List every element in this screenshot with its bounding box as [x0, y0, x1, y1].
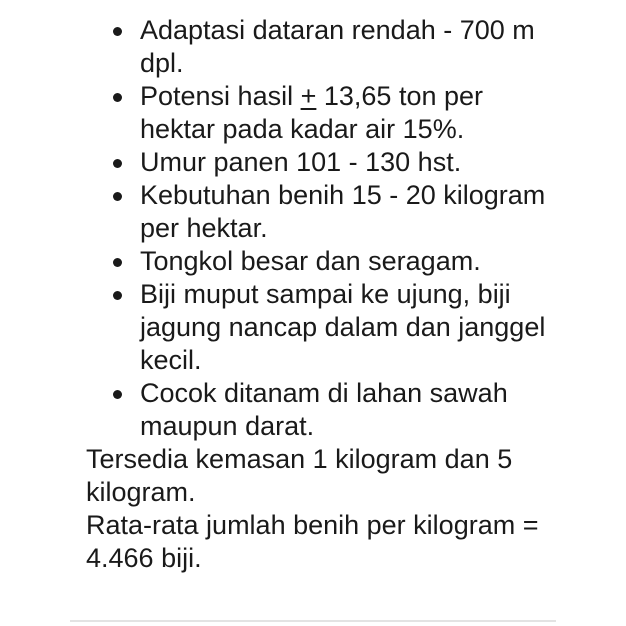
list-item [86, 278, 546, 377]
document-content [86, 14, 546, 575]
list-item-text-after: 13,65 ton per hektar pada kadar air 15%. [140, 81, 484, 144]
list-item-text: Adaptasi dataran rendah - 700 m dpl. [140, 15, 535, 78]
list-item [86, 245, 546, 278]
list-item-text-before: Potensi hasil [140, 81, 301, 111]
list-item [86, 146, 546, 179]
bullet-icon [113, 27, 122, 36]
list-item-text: Kebutuhan benih 15 - 20 kilogram per hektar. [140, 180, 546, 243]
list-item-text: Biji muput sampai ke ujung, biji jagung nancap dalam dan janggel kecil. [140, 279, 546, 375]
divider [70, 620, 556, 622]
list-item-text: Umur panen 101 - 130 hst. [140, 147, 462, 177]
bullet-icon [113, 258, 122, 267]
bullet-icon [113, 159, 122, 168]
plus-minus-symbol: + [300, 81, 317, 111]
bullet-icon [113, 390, 122, 399]
seed-count-paragraph: Rata-rata jumlah benih per kilogram = 4.466 biji. [86, 510, 539, 573]
bullet-icon [113, 291, 122, 300]
packaging-paragraph: Tersedia kemasan 1 kilogram dan 5 kilogram. [86, 444, 513, 507]
list-item-text: Tongkol besar dan seragam. [140, 246, 481, 276]
list-item [86, 179, 546, 245]
list-item-text: Cocok ditanam di lahan sawah maupun darat. [140, 378, 508, 441]
list-item [86, 377, 546, 443]
bullet-icon [113, 192, 122, 201]
list-item [86, 80, 546, 146]
list-item [86, 14, 546, 80]
bullet-icon [113, 93, 122, 102]
feature-list [86, 14, 546, 443]
